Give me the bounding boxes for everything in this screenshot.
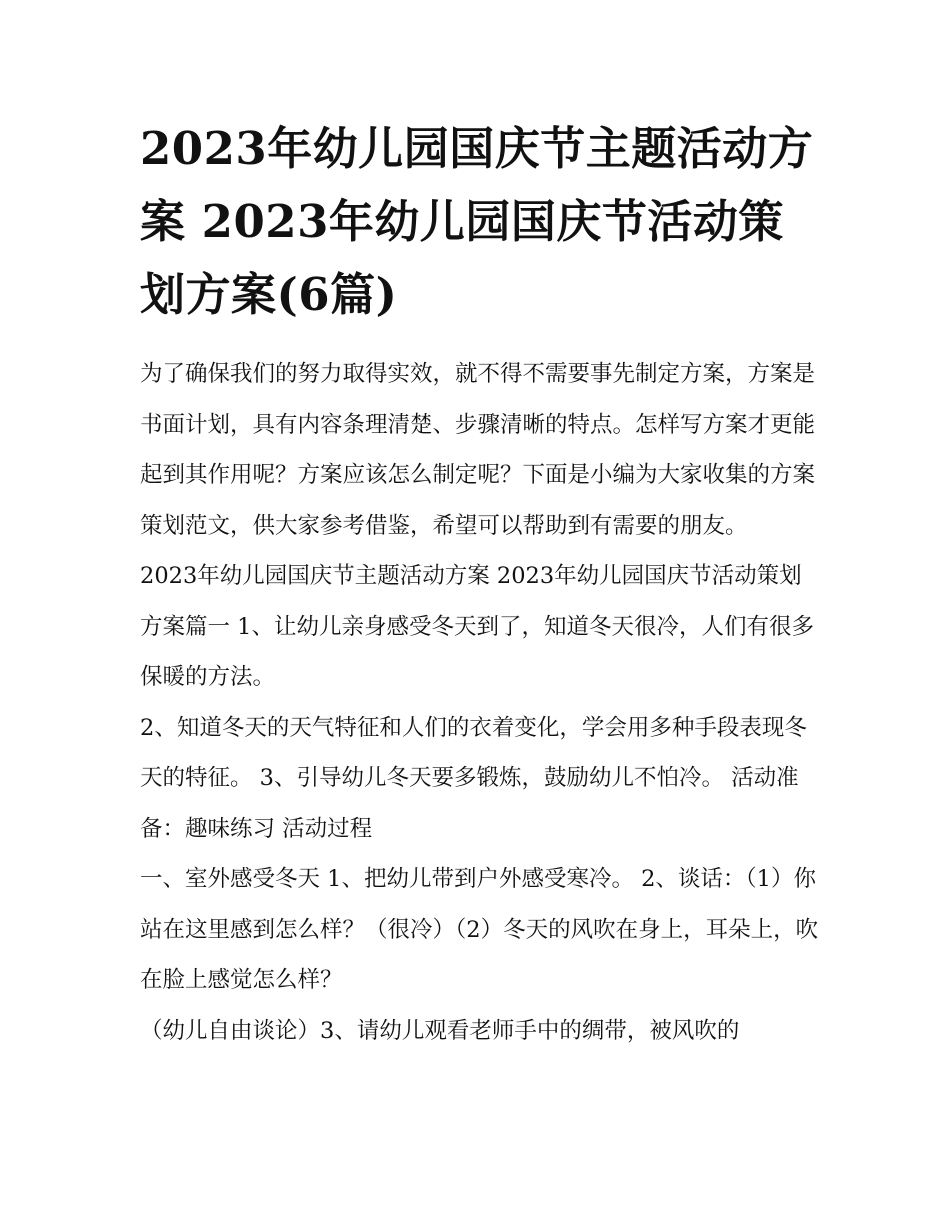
document-title: 2023年幼儿园国庆节主题活动方案 2023年幼儿园国庆节活动策划方案(6篇) [140,122,814,321]
paragraph-goals: 2、知道冬天的天气特征和人们的衣着变化，学会用多种手段表现冬天的特征。 3、引导幼儿冬天要多锻炼，鼓励幼儿不怕冷。 活动准备：趣味练习 活动过程 [140,714,807,842]
paragraph-continued: （幼儿自由谈论）3、请幼儿观看老师手中的绸带，被风吹的 [140,1017,740,1044]
paragraph-intro: 为了确保我们的努力取得实效，就不得不需要事先制定方案，方案是书面计划，具有内容条理清楚、步骤清晰的特点。怎样写方案才更能起到其作用呢？方案应该怎么制定呢？下面是小编为大家收集的方案策划范文，供大家参考借鉴，希望可以帮助到有需要的朋友。 [140,361,816,539]
paragraph-section-one: 2023年幼儿园国庆节主题活动方案 2023年幼儿园国庆节活动策划方案篇一 1、让幼儿亲身感受冬天到了，知道冬天很冷，人们有很多保暖的方法。 [140,563,814,690]
document-body [140,349,820,1056]
document-page [140,112,820,1056]
paragraph-process: 一、室外感受冬天 1、把幼儿带到户外感受寒冷。 2、谈话：（1）你站在这里感到怎么样？（很冷）（2）冬天的风吹在身上，耳朵上，吹在脸上感觉怎么样？ [140,866,819,993]
